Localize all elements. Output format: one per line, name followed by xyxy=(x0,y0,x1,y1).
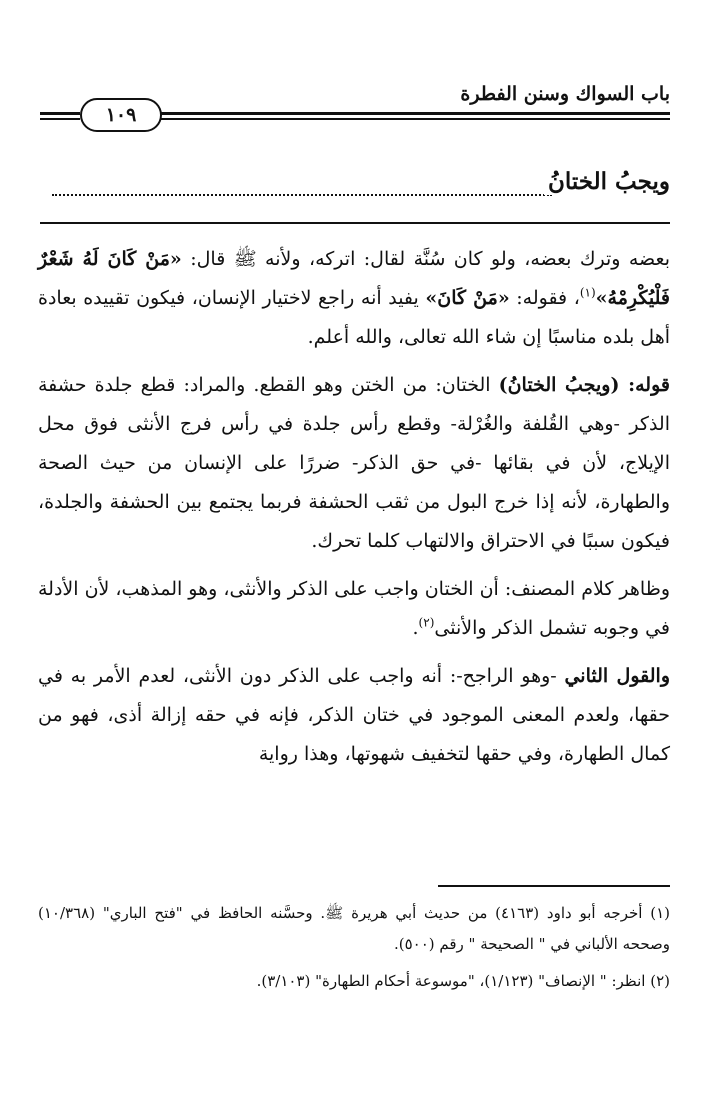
footnotes xyxy=(38,898,670,1003)
footnote-ref-1: (١) xyxy=(579,285,596,300)
paragraph-4-lead: والقول الثاني xyxy=(564,665,670,687)
paragraph-3 xyxy=(38,570,670,648)
paragraph-1-text-d: ، فقوله: xyxy=(509,287,580,309)
paragraph-3-end: . xyxy=(412,617,419,639)
footnote-2: (٢) انظر: " الإنصاف" (١/١٢٣)، "موسوعة أحكام الطهارة" (٣/١٠٣). xyxy=(256,972,670,990)
hadith-quote: «مَنْ كَانَ لَهُ شَعْرٌ فَلْيُكْرِمْهُ» xyxy=(38,248,670,309)
header-double-rule xyxy=(160,112,670,122)
paragraph-1 xyxy=(38,240,670,357)
paragraph-2 xyxy=(38,366,670,561)
chapter-divider xyxy=(40,222,670,224)
footnote-1: (١) أخرجه أبو داود (٤١٦٣) من حديث أبي هريرة ﷺ. وحسَّنه الحافظ في "فتح الباري" (١٠/٣٦٨) وصححه الألباني في " الصحيحة " رقم (٥٠٠). xyxy=(38,904,671,953)
chapter-dotted-leader xyxy=(52,194,552,196)
header-double-rule-left xyxy=(40,112,80,122)
page-number: ١٠٩ xyxy=(80,98,162,132)
chapter-heading-row xyxy=(52,168,670,202)
hadith-quote-short: «مَنْ كَانَ» xyxy=(425,287,510,309)
chapter-title: ويجبُ الختانُ xyxy=(544,168,670,195)
footnote-ref-2: (٢) xyxy=(418,615,435,630)
paragraph-4 xyxy=(38,657,670,774)
paragraph-2-lead: قوله: (ويجبُ الختانُ) xyxy=(498,374,670,396)
paragraph-1-text-f: يفيد أنه راجع لاختيار الإنسان، فيكون تقييده بعادة أهل بلده مناسبًا إن شاء الله تعالى، والله أعلم. xyxy=(38,287,670,348)
running-header-title: باب السواك وسنن الفطرة xyxy=(460,83,670,105)
paragraph-2-text: الختان: من الختن وهو القطع. والمراد: قطع جلدة حشفة الذكر -وهي القُلفة والغُرْلة- وقطع رأس جلدة في رأس فرج الأنثى فوق محل الإيلاج، لأن في بقائها -في حق الذكر- ضررًا على الإنسان من حيث الصحة والطهارة، لأنه إذا خرج البول من ثقب الحشفة فربما يجتمع بين الحشفة والجلدة، فيكون سببًا في الاحتراق والالتهاب كلما تحرك. xyxy=(38,374,670,552)
paragraph-4-text: -وهو الراجح-: أنه واجب على الذكر دون الأنثى، لعدم الأمر به في حقها، ولعدم المعنى الموجود في ختان الذكر، فإنه في حقه إزالة أذى، فهو من كمال الطهارة، وفي حقها لتخفيف شهوتها، وهذا رواية xyxy=(38,665,670,765)
footnote-separator xyxy=(438,885,670,887)
paragraph-1-text-a: بعضه وترك بعضه، ولو كان سُنَّة لقال: اتركه، ولأنه ﷺ قال: xyxy=(181,248,670,270)
main-text xyxy=(38,240,670,783)
paragraph-3-text: وظاهر كلام المصنف: أن الختان واجب على الذكر والأنثى، وهو المذهب، لأن الأدلة في وجوبه تشمل الذكر والأنثى xyxy=(38,578,670,639)
